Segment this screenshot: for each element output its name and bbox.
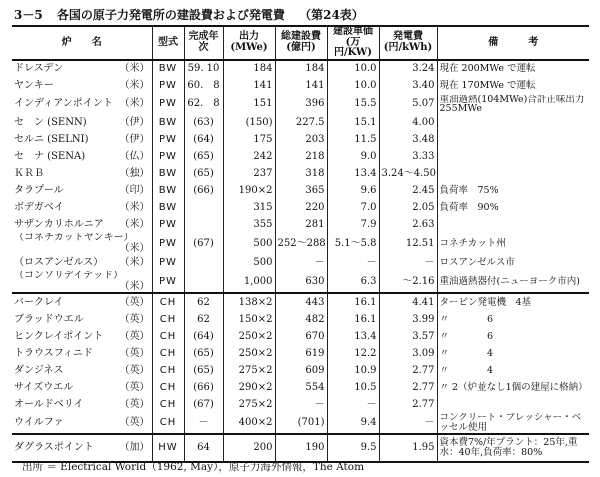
table-row <box>12 413 589 434</box>
row-output: 141 <box>223 78 275 95</box>
row-country: （英） <box>119 296 150 308</box>
row-year <box>184 216 223 233</box>
row-remarks: ロスアンゼルス市 <box>437 254 589 271</box>
row-country: （加） <box>119 442 150 454</box>
row-country: （印） <box>119 184 150 196</box>
row-remarks <box>437 148 589 165</box>
row-year: 62 <box>184 293 223 311</box>
row-unit-cost: 10.0 <box>327 78 379 95</box>
row-name: ヒンクレイポイント <box>14 330 104 342</box>
row-gen-cost: 3.40 <box>379 78 437 95</box>
table-row <box>12 396 589 413</box>
row-type: BW <box>152 165 184 182</box>
row-name: ダンジネス <box>14 364 64 376</box>
row-country: （独） <box>119 167 150 179</box>
row-output: 190×2 <box>223 182 275 199</box>
row-name: サザンカリホルニア <box>14 218 104 230</box>
table-row <box>12 199 589 216</box>
row-unit-cost: 7.0 <box>327 199 379 216</box>
table-row <box>12 95 589 115</box>
row-year: (66) <box>184 379 223 396</box>
row-gen-cost: － <box>379 254 437 271</box>
row-type: BW <box>152 114 184 131</box>
row-country: （英） <box>119 313 150 325</box>
row-year: 62. 8 <box>184 95 223 115</box>
row-year: 64 <box>184 434 223 462</box>
row-name: （コネチカットヤンキー） <box>14 233 134 244</box>
row-name-cell <box>12 233 152 254</box>
table-title-text: 各国の原子力発電所の建設費および発電費 <box>56 8 285 22</box>
table-row <box>12 182 589 199</box>
row-name: （コンソリデイテッド） <box>14 271 124 282</box>
row-country: （米） <box>119 280 150 292</box>
row-type: CH <box>152 311 184 328</box>
row-unit-cost: 9.0 <box>327 148 379 165</box>
row-unit-cost: 15.1 <box>327 114 379 131</box>
row-gen-cost: － <box>379 413 437 434</box>
row-remarks: 負荷率 90% <box>437 199 589 216</box>
row-gen-cost: 3.24～4.50 <box>379 165 437 182</box>
row-type: BW <box>152 60 184 78</box>
row-remarks: 〃 6 <box>437 311 589 328</box>
row-name-cell <box>12 271 152 293</box>
row-name-cell <box>12 199 152 216</box>
row-name-cell <box>12 254 152 271</box>
row-year: (65) <box>184 148 223 165</box>
row-gen-cost: 4.41 <box>379 293 437 311</box>
row-name-cell <box>12 216 152 233</box>
row-type: HW <box>152 434 184 462</box>
row-remarks: 重油過熱器付(ニューヨーク市内) <box>437 271 589 293</box>
row-name-cell <box>12 328 152 345</box>
row-type: PW <box>152 233 184 254</box>
cost-table <box>12 25 589 463</box>
row-unit-cost: 11.5 <box>327 131 379 148</box>
row-type: CH <box>152 328 184 345</box>
row-gen-cost: 2.63 <box>379 216 437 233</box>
row-name: ウイルファ <box>14 417 64 429</box>
row-name-cell <box>12 148 152 165</box>
row-gen-cost: 3.24 <box>379 60 437 78</box>
row-total-cost: 365 <box>275 182 327 199</box>
row-country: （英） <box>119 417 150 429</box>
row-year: (64) <box>184 328 223 345</box>
row-gen-cost: 3.33 <box>379 148 437 165</box>
row-gen-cost: 3.99 <box>379 311 437 328</box>
header-year: 完成年次 <box>184 26 223 60</box>
row-unit-cost: 10.9 <box>327 362 379 379</box>
row-country: （英） <box>119 330 150 342</box>
row-year: (65) <box>184 165 223 182</box>
row-country: （米） <box>119 242 150 254</box>
row-year: (67) <box>184 396 223 413</box>
row-gen-cost: 2.77 <box>379 362 437 379</box>
row-total-cost: 630 <box>275 271 327 293</box>
row-name-cell <box>12 78 152 95</box>
row-output: (150) <box>223 114 275 131</box>
row-year: 62 <box>184 311 223 328</box>
source-note: 出所 ＝ Electrical World（1962, May），原子力海外情報，The Atom <box>22 461 365 473</box>
row-output: 242 <box>223 148 275 165</box>
row-name: （ロスアンゼルス） <box>14 256 104 268</box>
row-name-cell <box>12 165 152 182</box>
row-type: BW <box>152 182 184 199</box>
row-type: PW <box>152 148 184 165</box>
row-country: （英） <box>119 364 150 376</box>
row-output: 150×2 <box>223 311 275 328</box>
row-year: (66) <box>184 182 223 199</box>
row-output: 250×2 <box>223 328 275 345</box>
row-gen-cost: 2.77 <box>379 396 437 413</box>
row-name: ボデガベイ <box>14 201 64 213</box>
row-gen-cost: 3.09 <box>379 345 437 362</box>
header-total-cost: 総建設費(億円) <box>275 26 327 60</box>
row-gen-cost: 2.45 <box>379 182 437 199</box>
table-row <box>12 293 589 311</box>
row-output: 275×2 <box>223 396 275 413</box>
header-remarks: 備 考 <box>437 26 589 60</box>
row-country: （米） <box>119 218 150 230</box>
row-type: CH <box>152 413 184 434</box>
row-total-cost: － <box>275 254 327 271</box>
row-country: （英） <box>119 398 150 410</box>
row-type: PW <box>152 271 184 293</box>
row-total-cost: 227.5 <box>275 114 327 131</box>
row-type: PW <box>152 95 184 115</box>
row-unit-cost: 7.9 <box>327 216 379 233</box>
row-output: 1,000 <box>223 271 275 293</box>
row-unit-cost: 6.3 <box>327 271 379 293</box>
table-row <box>12 379 589 396</box>
row-total-cost: 141 <box>275 78 327 95</box>
row-output: 200 <box>223 434 275 462</box>
header-unit-cost: 建設単価(万円/KW) <box>327 26 379 60</box>
row-country: （伊） <box>119 116 150 128</box>
row-type: PW <box>152 131 184 148</box>
row-year: (65) <box>184 345 223 362</box>
header-gen-cost: 発電費(円/kWh) <box>379 26 437 60</box>
row-output: 175 <box>223 131 275 148</box>
row-name-cell <box>12 413 152 434</box>
row-name: オールドベリイ <box>14 398 84 410</box>
row-output: 275×2 <box>223 362 275 379</box>
row-remarks <box>437 165 589 182</box>
row-gen-cost: ～2.16 <box>379 271 437 293</box>
row-unit-cost: 5.1～5.8 <box>327 233 379 254</box>
row-remarks: 〃 6 <box>437 328 589 345</box>
row-type: CH <box>152 362 184 379</box>
row-year: (67) <box>184 233 223 254</box>
row-country: （英） <box>119 347 150 359</box>
row-gen-cost: 12.51 <box>379 233 437 254</box>
row-remarks <box>437 216 589 233</box>
table-row <box>12 311 589 328</box>
row-name: ブラッドウエル <box>14 313 84 325</box>
row-remarks <box>437 131 589 148</box>
row-total-cost: － <box>275 396 327 413</box>
row-gen-cost: 2.05 <box>379 199 437 216</box>
row-output: 290×2 <box>223 379 275 396</box>
row-name: ＫＲＢ <box>14 167 44 179</box>
row-total-cost: 670 <box>275 328 327 345</box>
row-unit-cost: 16.1 <box>327 311 379 328</box>
row-name-cell <box>12 362 152 379</box>
row-country: （米） <box>119 201 150 213</box>
row-remarks: 〃 2（炉並なし1個の建屋に格納） <box>437 379 589 396</box>
row-output: 355 <box>223 216 275 233</box>
row-remarks: 資本費7%/年プラント：25年,重水：40年,負荷率：80% <box>437 434 589 462</box>
row-remarks <box>437 396 589 413</box>
row-name: ダグラスポイント <box>14 442 94 454</box>
row-total-cost: (701) <box>275 413 327 434</box>
row-name: トラウスフィニド <box>14 347 93 359</box>
row-total-cost: 396 <box>275 95 327 115</box>
row-remarks: 重油過熱(104MWe)合計正味出力255MWe <box>437 95 589 115</box>
row-name-cell <box>12 379 152 396</box>
row-type: CH <box>152 293 184 311</box>
row-unit-cost: 9.6 <box>327 182 379 199</box>
row-output: 138×2 <box>223 293 275 311</box>
row-gen-cost: 5.07 <box>379 95 437 115</box>
row-name-cell <box>12 114 152 131</box>
row-total-cost: 184 <box>275 60 327 78</box>
header-type: 型式 <box>152 26 184 60</box>
row-remarks: 〃 4 <box>437 362 589 379</box>
row-output: 151 <box>223 95 275 115</box>
table-row <box>12 131 589 148</box>
table-row <box>12 60 589 78</box>
row-name-cell <box>12 131 152 148</box>
row-name: ドレスデン <box>14 62 64 74</box>
row-country: （米） <box>119 98 150 110</box>
row-name: ヤンキー <box>14 79 54 91</box>
row-name-cell <box>12 182 152 199</box>
table-row <box>12 254 589 271</box>
row-type: CH <box>152 379 184 396</box>
row-unit-cost: 16.1 <box>327 293 379 311</box>
row-remarks: 現在 200MWe で運転 <box>437 60 589 78</box>
row-name: サイズウエル <box>14 381 74 393</box>
table-edition: （第24表） <box>299 8 364 22</box>
row-output: 184 <box>223 60 275 78</box>
row-country: （英） <box>119 381 150 393</box>
row-unit-cost: 13.4 <box>327 328 379 345</box>
row-gen-cost: 2.77 <box>379 379 437 396</box>
row-output: 237 <box>223 165 275 182</box>
row-name: セ ン (SENN) <box>14 116 87 128</box>
row-type: PW <box>152 216 184 233</box>
row-country: （伊） <box>119 133 150 145</box>
row-name-cell <box>12 293 152 311</box>
row-name: バークレイ <box>14 296 64 308</box>
row-name: セルニ (SELNI) <box>14 133 89 145</box>
row-unit-cost: 13.4 <box>327 165 379 182</box>
row-total-cost: 220 <box>275 199 327 216</box>
row-country: （米） <box>119 79 150 91</box>
table-row <box>12 165 589 182</box>
table-row <box>12 328 589 345</box>
table-row <box>12 271 589 293</box>
row-unit-cost: 10.5 <box>327 379 379 396</box>
row-total-cost: 554 <box>275 379 327 396</box>
row-remarks: タービン発電機 4基 <box>437 293 589 311</box>
row-name-cell <box>12 345 152 362</box>
row-output: 500 <box>223 254 275 271</box>
row-country: （米） <box>119 62 150 74</box>
row-type: CH <box>152 396 184 413</box>
row-name: インディアンポイント <box>14 98 113 110</box>
row-total-cost: 190 <box>275 434 327 462</box>
header-name: 炉 名 <box>12 26 152 60</box>
row-name: セ ナ (SENA) <box>14 150 86 162</box>
row-total-cost: 619 <box>275 345 327 362</box>
row-year: (65) <box>184 362 223 379</box>
row-unit-cost: － <box>327 396 379 413</box>
row-country: （仏） <box>119 150 150 162</box>
row-total-cost: 482 <box>275 311 327 328</box>
row-total-cost: 203 <box>275 131 327 148</box>
row-year: － <box>184 413 223 434</box>
row-output: 315 <box>223 199 275 216</box>
row-total-cost: 609 <box>275 362 327 379</box>
header-row <box>12 26 589 60</box>
row-unit-cost: － <box>327 254 379 271</box>
table-number: 3－5 <box>14 8 43 22</box>
row-unit-cost: 15.5 <box>327 95 379 115</box>
row-year: (63) <box>184 114 223 131</box>
row-total-cost: 443 <box>275 293 327 311</box>
row-unit-cost: 9.5 <box>327 434 379 462</box>
row-output: 400×2 <box>223 413 275 434</box>
table-row <box>12 114 589 131</box>
row-type: CH <box>152 345 184 362</box>
row-gen-cost: 3.48 <box>379 131 437 148</box>
row-remarks: コネチカット州 <box>437 233 589 254</box>
row-unit-cost: 12.2 <box>327 345 379 362</box>
row-year: (64) <box>184 131 223 148</box>
row-output: 250×2 <box>223 345 275 362</box>
row-type: PW <box>152 78 184 95</box>
row-output: 500 <box>223 233 275 254</box>
row-year <box>184 199 223 216</box>
table-row <box>12 78 589 95</box>
row-total-cost: 318 <box>275 165 327 182</box>
row-year: 60. 8 <box>184 78 223 95</box>
row-gen-cost: 3.57 <box>379 328 437 345</box>
row-type: BW <box>152 199 184 216</box>
table-title <box>14 6 374 23</box>
row-unit-cost: 9.4 <box>327 413 379 434</box>
row-remarks: 〃 4 <box>437 345 589 362</box>
table-row <box>12 345 589 362</box>
row-name-cell <box>12 95 152 115</box>
row-type: PW <box>152 254 184 271</box>
row-year <box>184 271 223 293</box>
row-total-cost: 252～288 <box>275 233 327 254</box>
row-total-cost: 218 <box>275 148 327 165</box>
table-row <box>12 362 589 379</box>
row-name-cell <box>12 60 152 78</box>
row-country: （米） <box>119 256 150 268</box>
row-unit-cost: 10.0 <box>327 60 379 78</box>
row-remarks: 現在 170MWe で運転 <box>437 78 589 95</box>
table-row <box>12 216 589 233</box>
header-output: 出力(MWe) <box>223 26 275 60</box>
row-gen-cost: 4.00 <box>379 114 437 131</box>
table-row <box>12 148 589 165</box>
row-year: 59. 10 <box>184 60 223 78</box>
row-remarks: 負荷率 75% <box>437 182 589 199</box>
row-total-cost: 281 <box>275 216 327 233</box>
row-name-cell <box>12 311 152 328</box>
row-year <box>184 254 223 271</box>
row-remarks <box>437 114 589 131</box>
row-name: タラプール <box>14 184 64 196</box>
row-gen-cost: 1.95 <box>379 434 437 462</box>
row-name-cell <box>12 396 152 413</box>
table-row <box>12 233 589 254</box>
row-remarks: コンクリート・プレッシャー・ベッセル使用 <box>437 413 589 434</box>
